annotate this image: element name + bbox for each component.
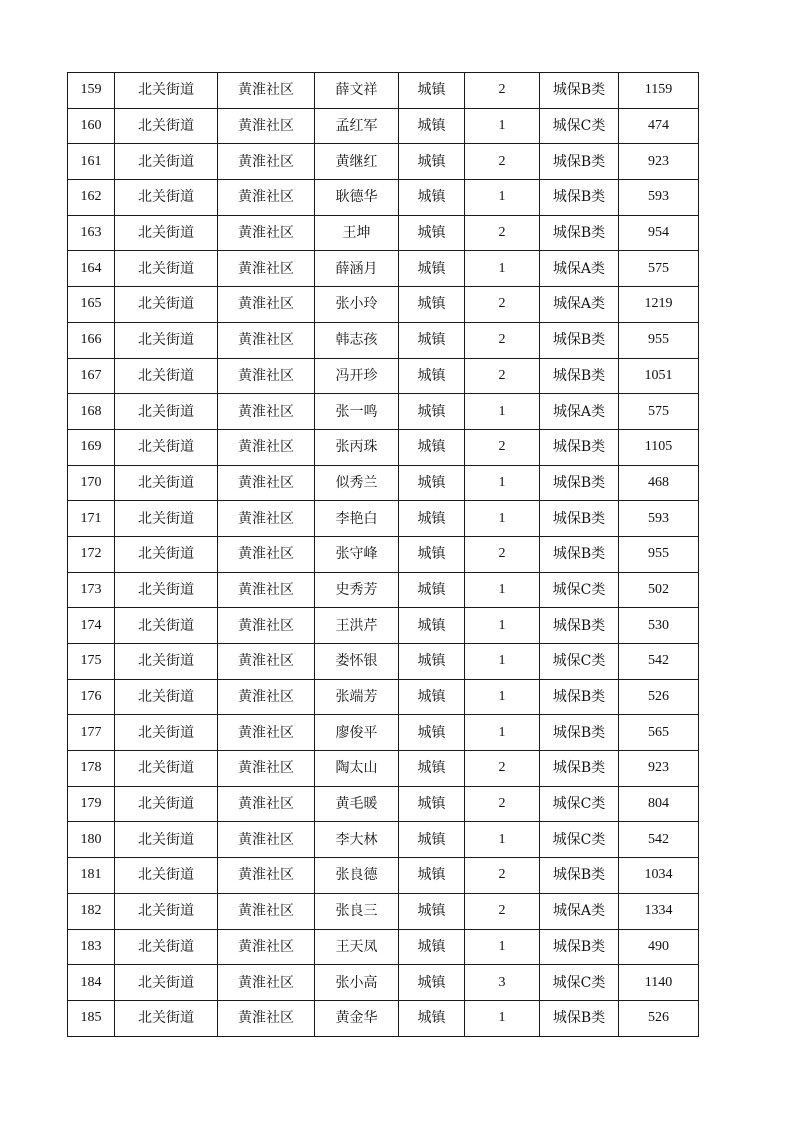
table-row <box>68 180 699 216</box>
street-cell: 北关街道 <box>115 1000 218 1036</box>
community-cell: 黄淮社区 <box>218 429 315 465</box>
amount-cell: 593 <box>619 501 699 537</box>
name-cell: 廖俊平 <box>315 715 399 751</box>
category-cell: 城保B类 <box>540 429 619 465</box>
community-cell: 黄淮社区 <box>218 893 315 929</box>
type-cell: 城镇 <box>399 536 465 572</box>
category-cell: 城保B类 <box>540 715 619 751</box>
table-row <box>68 144 699 180</box>
amount-cell: 1140 <box>619 965 699 1001</box>
amount-cell: 923 <box>619 144 699 180</box>
category-cell: 城保B类 <box>540 358 619 394</box>
table-row <box>68 322 699 358</box>
street-cell: 北关街道 <box>115 929 218 965</box>
category-cell: 城保B类 <box>540 144 619 180</box>
seq-cell: 180 <box>68 822 115 858</box>
type-cell: 城镇 <box>399 429 465 465</box>
category-cell: 城保A类 <box>540 287 619 323</box>
table-body <box>68 73 699 1037</box>
amount-cell: 565 <box>619 715 699 751</box>
amount-cell: 1051 <box>619 358 699 394</box>
name-cell: 张一鸣 <box>315 394 399 430</box>
table-row <box>68 965 699 1001</box>
table-row <box>68 608 699 644</box>
table-row <box>68 679 699 715</box>
street-cell: 北关街道 <box>115 893 218 929</box>
amount-cell: 530 <box>619 608 699 644</box>
name-cell: 王坤 <box>315 215 399 251</box>
community-cell: 黄淮社区 <box>218 465 315 501</box>
type-cell: 城镇 <box>399 644 465 680</box>
seq-cell: 170 <box>68 465 115 501</box>
seq-cell: 164 <box>68 251 115 287</box>
seq-cell: 185 <box>68 1000 115 1036</box>
table-row <box>68 501 699 537</box>
amount-cell: 575 <box>619 251 699 287</box>
seq-cell: 178 <box>68 751 115 787</box>
seq-cell: 171 <box>68 501 115 537</box>
seq-cell: 166 <box>68 322 115 358</box>
amount-cell: 1219 <box>619 287 699 323</box>
name-cell: 张小高 <box>315 965 399 1001</box>
table-row <box>68 73 699 109</box>
type-cell: 城镇 <box>399 465 465 501</box>
amount-cell: 490 <box>619 929 699 965</box>
amount-cell: 468 <box>619 465 699 501</box>
name-cell: 张端芳 <box>315 679 399 715</box>
table-row <box>68 465 699 501</box>
category-cell: 城保B类 <box>540 858 619 894</box>
seq-cell: 172 <box>68 536 115 572</box>
table-row <box>68 786 699 822</box>
count-cell: 2 <box>465 358 540 394</box>
name-cell: 黄毛暖 <box>315 786 399 822</box>
count-cell: 2 <box>465 893 540 929</box>
type-cell: 城镇 <box>399 608 465 644</box>
amount-cell: 1159 <box>619 73 699 109</box>
table-row <box>68 929 699 965</box>
count-cell: 2 <box>465 322 540 358</box>
count-cell: 2 <box>465 144 540 180</box>
community-cell: 黄淮社区 <box>218 929 315 965</box>
table-row <box>68 822 699 858</box>
seq-cell: 160 <box>68 108 115 144</box>
count-cell: 2 <box>465 287 540 323</box>
type-cell: 城镇 <box>399 715 465 751</box>
community-cell: 黄淮社区 <box>218 822 315 858</box>
count-cell: 3 <box>465 965 540 1001</box>
table-row <box>68 251 699 287</box>
type-cell: 城镇 <box>399 751 465 787</box>
street-cell: 北关街道 <box>115 679 218 715</box>
seq-cell: 163 <box>68 215 115 251</box>
street-cell: 北关街道 <box>115 536 218 572</box>
community-cell: 黄淮社区 <box>218 287 315 323</box>
name-cell: 黄金华 <box>315 1000 399 1036</box>
type-cell: 城镇 <box>399 893 465 929</box>
category-cell: 城保C类 <box>540 786 619 822</box>
community-cell: 黄淮社区 <box>218 608 315 644</box>
category-cell: 城保C类 <box>540 965 619 1001</box>
seq-cell: 169 <box>68 429 115 465</box>
amount-cell: 1334 <box>619 893 699 929</box>
name-cell: 张良三 <box>315 893 399 929</box>
street-cell: 北关街道 <box>115 287 218 323</box>
type-cell: 城镇 <box>399 73 465 109</box>
street-cell: 北关街道 <box>115 465 218 501</box>
name-cell: 韩志孩 <box>315 322 399 358</box>
category-cell: 城保A类 <box>540 893 619 929</box>
table-row <box>68 536 699 572</box>
count-cell: 1 <box>465 608 540 644</box>
community-cell: 黄淮社区 <box>218 786 315 822</box>
street-cell: 北关街道 <box>115 608 218 644</box>
amount-cell: 1105 <box>619 429 699 465</box>
amount-cell: 526 <box>619 679 699 715</box>
community-cell: 黄淮社区 <box>218 644 315 680</box>
name-cell: 张良德 <box>315 858 399 894</box>
seq-cell: 167 <box>68 358 115 394</box>
community-cell: 黄淮社区 <box>218 358 315 394</box>
type-cell: 城镇 <box>399 786 465 822</box>
name-cell: 李大林 <box>315 822 399 858</box>
category-cell: 城保B类 <box>540 751 619 787</box>
seq-cell: 161 <box>68 144 115 180</box>
count-cell: 2 <box>465 73 540 109</box>
name-cell: 冯开珍 <box>315 358 399 394</box>
street-cell: 北关街道 <box>115 251 218 287</box>
table-row <box>68 108 699 144</box>
type-cell: 城镇 <box>399 1000 465 1036</box>
amount-cell: 923 <box>619 751 699 787</box>
type-cell: 城镇 <box>399 394 465 430</box>
type-cell: 城镇 <box>399 322 465 358</box>
seq-cell: 181 <box>68 858 115 894</box>
community-cell: 黄淮社区 <box>218 572 315 608</box>
type-cell: 城镇 <box>399 358 465 394</box>
amount-cell: 526 <box>619 1000 699 1036</box>
type-cell: 城镇 <box>399 858 465 894</box>
data-table <box>67 72 699 1037</box>
name-cell: 娄怀银 <box>315 644 399 680</box>
count-cell: 2 <box>465 751 540 787</box>
count-cell: 1 <box>465 822 540 858</box>
name-cell: 张丙珠 <box>315 429 399 465</box>
category-cell: 城保C类 <box>540 572 619 608</box>
community-cell: 黄淮社区 <box>218 144 315 180</box>
community-cell: 黄淮社区 <box>218 751 315 787</box>
category-cell: 城保B类 <box>540 215 619 251</box>
count-cell: 2 <box>465 536 540 572</box>
community-cell: 黄淮社区 <box>218 322 315 358</box>
seq-cell: 182 <box>68 893 115 929</box>
street-cell: 北关街道 <box>115 73 218 109</box>
table-row <box>68 751 699 787</box>
count-cell: 1 <box>465 644 540 680</box>
count-cell: 2 <box>465 786 540 822</box>
category-cell: 城保A类 <box>540 394 619 430</box>
type-cell: 城镇 <box>399 144 465 180</box>
count-cell: 2 <box>465 215 540 251</box>
category-cell: 城保B类 <box>540 1000 619 1036</box>
table-row <box>68 1000 699 1036</box>
name-cell: 似秀兰 <box>315 465 399 501</box>
name-cell: 王天凤 <box>315 929 399 965</box>
category-cell: 城保A类 <box>540 251 619 287</box>
type-cell: 城镇 <box>399 215 465 251</box>
table-row <box>68 715 699 751</box>
amount-cell: 593 <box>619 180 699 216</box>
community-cell: 黄淮社区 <box>218 501 315 537</box>
table-row <box>68 429 699 465</box>
street-cell: 北关街道 <box>115 358 218 394</box>
count-cell: 1 <box>465 108 540 144</box>
category-cell: 城保B类 <box>540 679 619 715</box>
name-cell: 李艳白 <box>315 501 399 537</box>
category-cell: 城保B类 <box>540 180 619 216</box>
street-cell: 北关街道 <box>115 858 218 894</box>
category-cell: 城保B类 <box>540 536 619 572</box>
category-cell: 城保C类 <box>540 108 619 144</box>
category-cell: 城保B类 <box>540 608 619 644</box>
category-cell: 城保B类 <box>540 929 619 965</box>
count-cell: 1 <box>465 465 540 501</box>
community-cell: 黄淮社区 <box>218 394 315 430</box>
community-cell: 黄淮社区 <box>218 180 315 216</box>
community-cell: 黄淮社区 <box>218 73 315 109</box>
count-cell: 2 <box>465 858 540 894</box>
table-row <box>68 358 699 394</box>
type-cell: 城镇 <box>399 679 465 715</box>
street-cell: 北关街道 <box>115 322 218 358</box>
seq-cell: 179 <box>68 786 115 822</box>
type-cell: 城镇 <box>399 965 465 1001</box>
amount-cell: 502 <box>619 572 699 608</box>
seq-cell: 174 <box>68 608 115 644</box>
amount-cell: 954 <box>619 215 699 251</box>
seq-cell: 184 <box>68 965 115 1001</box>
count-cell: 1 <box>465 929 540 965</box>
seq-cell: 168 <box>68 394 115 430</box>
table-row <box>68 215 699 251</box>
street-cell: 北关街道 <box>115 572 218 608</box>
category-cell: 城保B类 <box>540 73 619 109</box>
street-cell: 北关街道 <box>115 501 218 537</box>
name-cell: 薛文祥 <box>315 73 399 109</box>
amount-cell: 575 <box>619 394 699 430</box>
type-cell: 城镇 <box>399 180 465 216</box>
type-cell: 城镇 <box>399 251 465 287</box>
table-row <box>68 394 699 430</box>
table-row <box>68 572 699 608</box>
name-cell: 陶太山 <box>315 751 399 787</box>
category-cell: 城保B类 <box>540 501 619 537</box>
street-cell: 北关街道 <box>115 144 218 180</box>
community-cell: 黄淮社区 <box>218 715 315 751</box>
community-cell: 黄淮社区 <box>218 679 315 715</box>
name-cell: 张守峰 <box>315 536 399 572</box>
community-cell: 黄淮社区 <box>218 251 315 287</box>
name-cell: 王洪芹 <box>315 608 399 644</box>
type-cell: 城镇 <box>399 108 465 144</box>
community-cell: 黄淮社区 <box>218 536 315 572</box>
street-cell: 北关街道 <box>115 715 218 751</box>
seq-cell: 175 <box>68 644 115 680</box>
type-cell: 城镇 <box>399 822 465 858</box>
category-cell: 城保B类 <box>540 322 619 358</box>
table-row <box>68 893 699 929</box>
count-cell: 1 <box>465 394 540 430</box>
community-cell: 黄淮社区 <box>218 215 315 251</box>
seq-cell: 173 <box>68 572 115 608</box>
street-cell: 北关街道 <box>115 394 218 430</box>
seq-cell: 162 <box>68 180 115 216</box>
street-cell: 北关街道 <box>115 108 218 144</box>
type-cell: 城镇 <box>399 929 465 965</box>
name-cell: 薛涵月 <box>315 251 399 287</box>
seq-cell: 159 <box>68 73 115 109</box>
amount-cell: 542 <box>619 644 699 680</box>
name-cell: 黄继红 <box>315 144 399 180</box>
category-cell: 城保C类 <box>540 822 619 858</box>
community-cell: 黄淮社区 <box>218 1000 315 1036</box>
count-cell: 1 <box>465 180 540 216</box>
table-row <box>68 858 699 894</box>
type-cell: 城镇 <box>399 287 465 323</box>
amount-cell: 1034 <box>619 858 699 894</box>
count-cell: 1 <box>465 679 540 715</box>
amount-cell: 955 <box>619 322 699 358</box>
amount-cell: 542 <box>619 822 699 858</box>
community-cell: 黄淮社区 <box>218 108 315 144</box>
count-cell: 1 <box>465 501 540 537</box>
street-cell: 北关街道 <box>115 965 218 1001</box>
count-cell: 1 <box>465 572 540 608</box>
seq-cell: 165 <box>68 287 115 323</box>
street-cell: 北关街道 <box>115 822 218 858</box>
street-cell: 北关街道 <box>115 644 218 680</box>
street-cell: 北关街道 <box>115 429 218 465</box>
table-row <box>68 287 699 323</box>
seq-cell: 183 <box>68 929 115 965</box>
seq-cell: 176 <box>68 679 115 715</box>
street-cell: 北关街道 <box>115 180 218 216</box>
type-cell: 城镇 <box>399 501 465 537</box>
category-cell: 城保B类 <box>540 465 619 501</box>
street-cell: 北关街道 <box>115 786 218 822</box>
category-cell: 城保C类 <box>540 644 619 680</box>
name-cell: 史秀芳 <box>315 572 399 608</box>
count-cell: 1 <box>465 715 540 751</box>
name-cell: 张小玲 <box>315 287 399 323</box>
amount-cell: 474 <box>619 108 699 144</box>
amount-cell: 955 <box>619 536 699 572</box>
community-cell: 黄淮社区 <box>218 965 315 1001</box>
seq-cell: 177 <box>68 715 115 751</box>
street-cell: 北关街道 <box>115 215 218 251</box>
count-cell: 1 <box>465 251 540 287</box>
name-cell: 孟红军 <box>315 108 399 144</box>
table-row <box>68 644 699 680</box>
amount-cell: 804 <box>619 786 699 822</box>
street-cell: 北关街道 <box>115 751 218 787</box>
community-cell: 黄淮社区 <box>218 858 315 894</box>
type-cell: 城镇 <box>399 572 465 608</box>
count-cell: 2 <box>465 429 540 465</box>
count-cell: 1 <box>465 1000 540 1036</box>
name-cell: 耿德华 <box>315 180 399 216</box>
